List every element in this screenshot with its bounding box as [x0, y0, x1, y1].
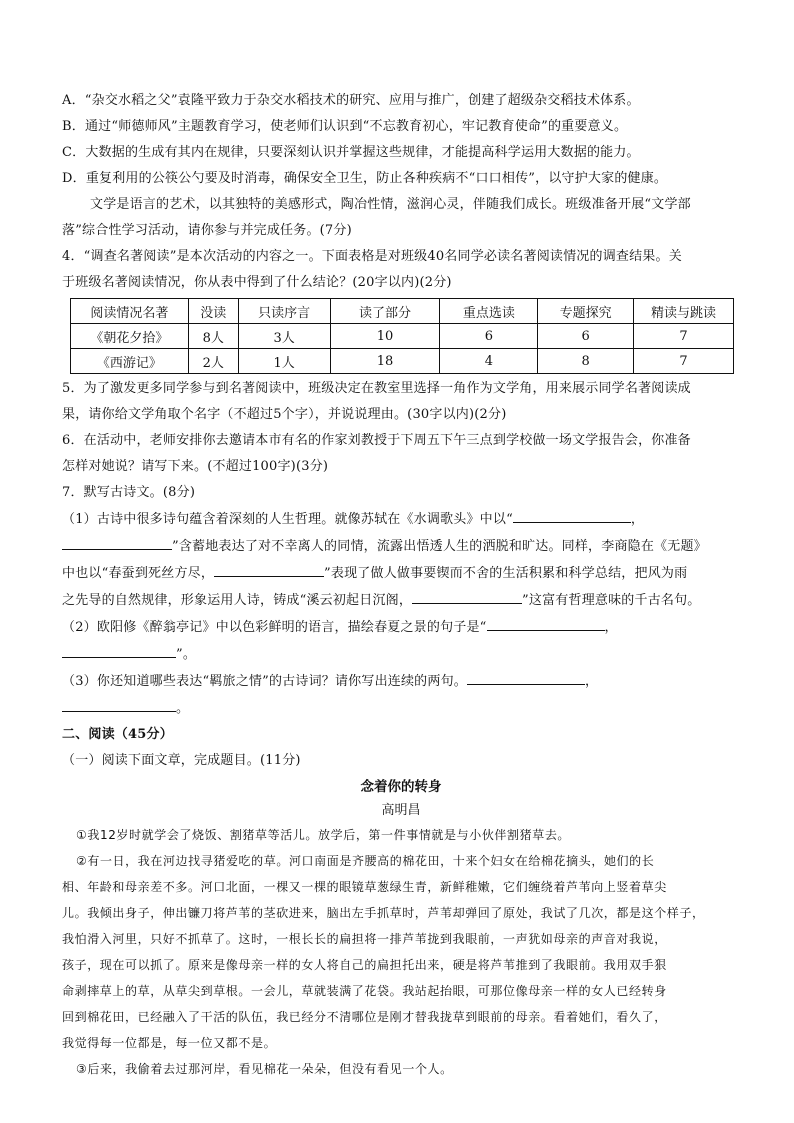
- table-cell: 《西游记》: [71, 349, 189, 374]
- table-header: 没读: [188, 299, 238, 324]
- option-d: D．重复利用的公筷公勺要及时消毒，确保安全卫生，防止各种疾病不“口口相传”，以守护大家的健康。: [62, 171, 668, 186]
- table-header: 专题探究: [538, 299, 634, 324]
- question-7-1-text: ”含蓄地表达了对不幸离人的同情，流露出悟透人生的洒脱和旷达。同样，李商隐在《无题》: [172, 539, 707, 554]
- question-7-2-line1: [62, 614, 740, 641]
- question-7-1-line3: [62, 560, 740, 587]
- question-7-1-line1: [62, 506, 740, 533]
- question-7-2-line2: [62, 641, 740, 668]
- punctuation: ，: [584, 674, 599, 689]
- answer-blank[interactable]: [487, 614, 605, 631]
- table-header: 阅读情况名著: [71, 299, 189, 324]
- table-cell: 6: [440, 324, 538, 349]
- answer-blank[interactable]: [62, 695, 176, 712]
- answer-blank[interactable]: [62, 533, 172, 550]
- table-cell: 1人: [238, 349, 330, 374]
- reading-survey-table: [70, 298, 734, 374]
- table-cell: 8: [538, 349, 634, 374]
- punctuation: 。: [176, 701, 190, 716]
- question-7-3-line1: [62, 668, 740, 695]
- table-cell: 10: [330, 324, 440, 349]
- article-title: 念着你的转身: [360, 779, 442, 795]
- table-cell: 3人: [238, 324, 330, 349]
- question-7-1-text: 中也以“春蚕到死丝方尽，: [62, 566, 215, 581]
- paragraph-line: 相、年龄和母亲差不多。河口北面，一棵又一棵的眼镜草葱绿生青，新鲜稚嫩，它们缠绕着芦苇向上竖着草尖: [62, 880, 667, 894]
- question-7-title: 7．默写古诗文。(8分): [62, 485, 196, 500]
- question-4-line1: 4．“调查名著阅读”是本次活动的内容之一。下面表格是对班级40名同学必读名著阅读情况的调查结果。关: [62, 249, 682, 264]
- table-cell: 8人: [188, 324, 238, 349]
- table-row: [71, 349, 734, 374]
- table-cell: 18: [330, 349, 440, 374]
- question-7-1-text: （1）古诗中很多诗句蕴含着深刻的人生哲理。就像苏轼在《水调歌头》中以“: [62, 512, 513, 527]
- question-5-line1: 5．为了激发更多同学参与到名著阅读中，班级决定在教室里选择一角作为文学角，用来展示同学名著阅读成: [62, 381, 691, 396]
- article-author: 高明昌: [381, 803, 421, 818]
- paragraph-2: [62, 848, 740, 1056]
- paragraph-line: 我怕滑入河里，只好不抓草了。这时，一根长长的扁担将一排芦苇拢到我眼前，一声犹如母亲的声音对我说，: [62, 932, 667, 946]
- question-7-3-line2: [62, 695, 740, 722]
- activity-intro-line1: 文学是语言的艺术，以其独特的美感形式，陶冶性情，滋润心灵，伴随我们成长。班级准备开展“文学部: [90, 197, 691, 212]
- table-cell: 4: [440, 349, 538, 374]
- exam-page: [62, 88, 740, 1082]
- paragraph-line: 我觉得每一位都是，每一位又都不是。: [62, 1036, 277, 1050]
- table-cell: 6: [538, 324, 634, 349]
- question-4-line2: 于班级名著阅读情况，你从表中得到了什么结论？(20字以内)(2分): [62, 275, 452, 290]
- table-cell: 7: [634, 349, 734, 374]
- table-header: 重点选读: [440, 299, 538, 324]
- paragraph-line: 孩子，现在可以抓了。原来是像母亲一样的女人将自己的扁担托出来，硬是将芦苇推到了我眼前。我用双手狠: [62, 958, 667, 972]
- paragraph-1: [62, 822, 740, 848]
- table-header: 精读与跳读: [634, 299, 734, 324]
- question-7-2-text: （2）欧阳修《醉翁亭记》中以色彩鲜明的语言，描绘春夏之景的句子是“: [62, 620, 487, 635]
- table-cell: 《朝花夕拾》: [71, 324, 189, 349]
- question-7-1-line4: [62, 587, 740, 614]
- answer-blank[interactable]: [412, 587, 522, 604]
- question-6-line1: 6．在活动中，老师安排你去邀请本市有名的作家刘教授于下周五下午三点到学校做一场文学报告会，你准备: [62, 433, 691, 448]
- paragraph-3: [62, 1056, 740, 1082]
- table-cell: 7: [634, 324, 734, 349]
- table-header-row: [71, 299, 734, 324]
- question-7-1-text: ”这富有哲理意味的千古名句。: [522, 593, 701, 608]
- question-7-1-text: 之先导的自然规律，形象运用人诗，铸成“溪云初起日沉阁，: [62, 593, 413, 608]
- paragraph-line: 儿。我倾出身子，伸出镰刀将芦苇的茎砍进来，脑出左手抓草时，芦苇却弹回了原处，我试了几次，都是这个样子，: [62, 906, 705, 920]
- option-c: C．大数据的生成有其内在规律，只要深刻认识并掌握这些规律，才能提高科学运用大数据的能力。: [62, 145, 640, 160]
- table-header: 读了部分: [330, 299, 440, 324]
- answer-blank[interactable]: [513, 506, 631, 523]
- paragraph-line: 命剥摔草上的草，从草尖到草根。一会儿，草就装满了花袋。我站起抬眼，可那位像母亲一样的女人已经转身: [62, 984, 667, 998]
- question-5-line2: 果，请你给文学角取个名字（不超过5个字），并说说理由。(30字以内)(2分): [62, 407, 507, 422]
- question-7-3-text: （3）你还知道哪些表达“羁旅之情”的古诗词？请你写出连续的两句。: [62, 674, 467, 689]
- section-heading: 二、阅读（45分）: [62, 727, 173, 742]
- paragraph-line: 回到棉花田，已经融入了干活的队伍，我已经分不清哪位是刚才替我拢草到眼前的母亲。看着她们，看久了，: [62, 1010, 667, 1024]
- answer-blank[interactable]: [214, 560, 324, 577]
- question-6-line2: 怎样对她说？请写下来。(不超过100字)(3分): [62, 459, 329, 474]
- option-a: A．“杂交水稻之父”袁隆平致力于杂交水稻技术的研究、应用与推广，创建了超级杂交稻技术体系。: [62, 93, 640, 108]
- punctuation: ，: [630, 512, 645, 527]
- paragraph-line: ②有一日，我在河边找寻猪爱吃的草。河口南面是齐腰高的棉花田，十来个妇女在给棉花摘头，她们的长: [76, 854, 655, 868]
- table-row: [71, 324, 734, 349]
- paragraph-line: ③后来，我偷着去过那河岸，看见棉花一朵朵，但没有看见一个人。: [76, 1062, 453, 1076]
- option-b: B．通过“师德师风”主题教育学习，使老师们认识到“不忘教育初心，牢记教育使命”的重要意义。: [62, 119, 628, 134]
- activity-intro-line2: 落”综合性学习活动，请你参与并完成任务。(7分): [62, 223, 352, 238]
- answer-blank[interactable]: [62, 641, 176, 658]
- table-cell: 2人: [188, 349, 238, 374]
- article-body: [62, 822, 740, 1082]
- answer-blank[interactable]: [467, 668, 585, 685]
- table-header: 只读序言: [238, 299, 330, 324]
- punctuation: ，: [604, 620, 618, 635]
- punctuation: ”。: [176, 647, 197, 662]
- paragraph-line: ①我12岁时就学会了烧饭、割猪草等活儿。放学后，第一件事情就是与小伙伴割猪草去。: [76, 828, 571, 842]
- question-7-1-text: ”表现了做人做事要锲而不舍的生活积累和科学总结，把风为雨: [324, 566, 688, 581]
- section-subheading: （一）阅读下面文章，完成题目。(11分): [62, 753, 301, 768]
- question-7-1-line2: [62, 533, 740, 560]
